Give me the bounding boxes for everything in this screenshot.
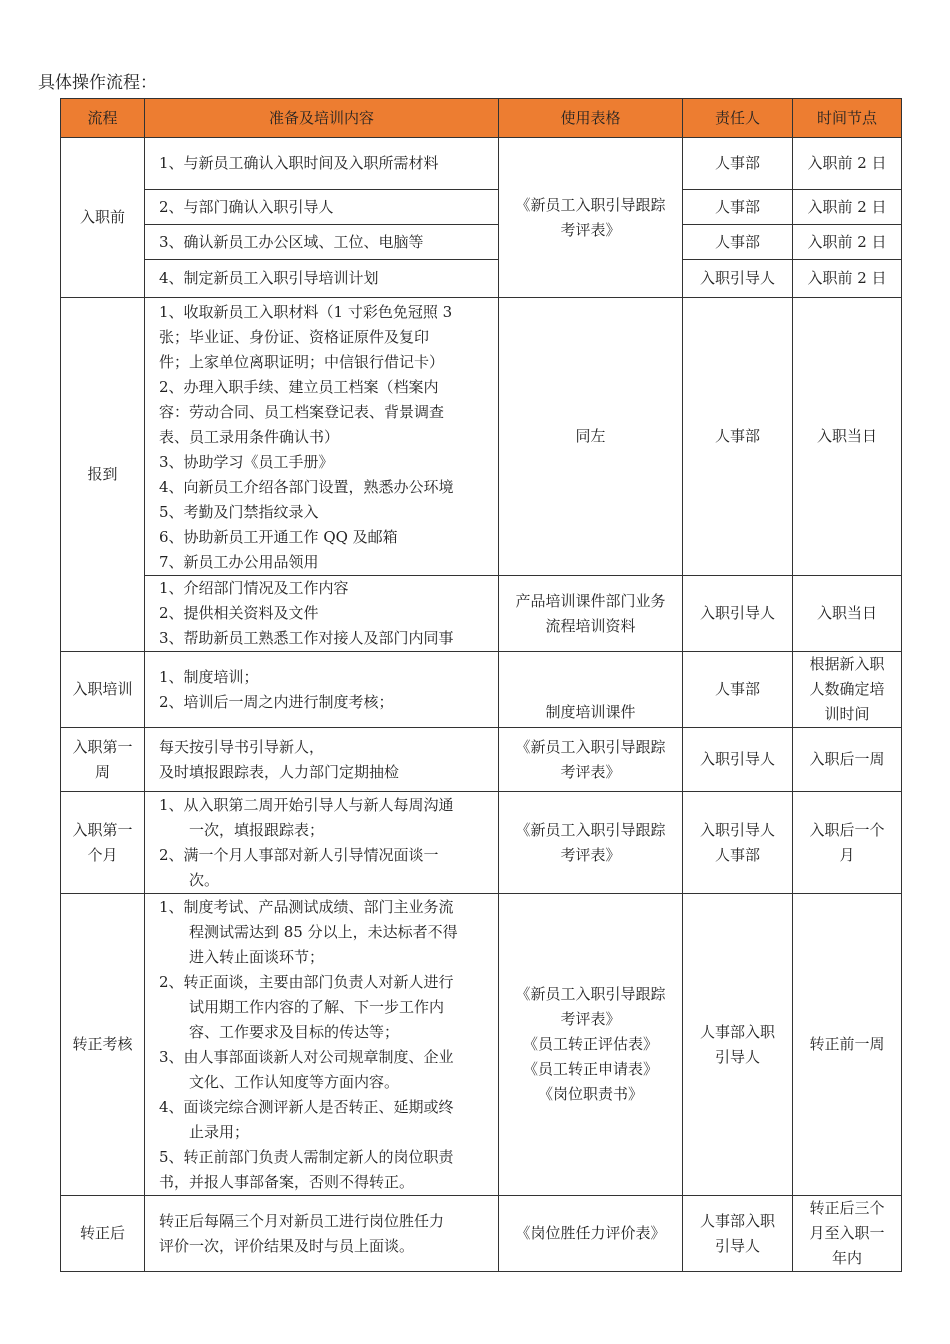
content-cell: 1、制度培训； 2、培训后一周之内进行制度考核； (145, 652, 499, 728)
stage-cell: 报到 (61, 298, 145, 652)
form-cell: 《岗位胜任力评价表》 (499, 1196, 683, 1272)
content-cell: 1、从入职第二周开始引导人与新人每周沟通 一次，填报跟踪表； 2、满一个月人事部对新人引导情况面谈一 次。 (145, 792, 499, 894)
table-row (61, 894, 902, 1196)
owner-cell: 人事部 (683, 298, 793, 576)
owner-cell: 入职引导人 (683, 260, 793, 298)
owner-cell: 入职引导人 人事部 (683, 792, 793, 894)
content-cell: 1、收取新员工入职材料（1 寸彩色免冠照 3 张；毕业证、身份证、资格证原件及复印 件；上家单位离职证明；中信银行借记卡） 2、办理入职手续、建立员工档案（档案内 容：劳动合同、员工档案登记表、背景调查 表、员工录用条件确认书） 3、协助学习《员工手册》 4、向新员工介绍各部门设置，熟悉办公环境 5、考勤及门禁指纹录入 6、协助新员工开通工作 QQ 及邮箱 7、新员工办公用品领用 (145, 298, 499, 576)
header-time: 时间节点 (793, 99, 902, 138)
form-cell: 产品培训课件部门业务 流程培训资料 (499, 576, 683, 652)
owner-cell: 人事部 (683, 138, 793, 190)
time-cell: 转正后三个 月至入职一 年内 (793, 1196, 902, 1272)
owner-cell: 人事部 (683, 225, 793, 260)
form-cell: 《新员工入职引导跟踪 考评表》 (499, 138, 683, 298)
form-cell: 《新员工入职引导跟踪 考评表》 (499, 728, 683, 792)
table-row (61, 260, 902, 298)
table-row (61, 576, 902, 652)
content-cell: 转正后每隔三个月对新员工进行岗位胜任力 评价一次，评价结果及时与员上面谈。 (145, 1196, 499, 1272)
form-cell: 制度培训课件 (499, 652, 683, 728)
owner-cell: 人事部入职 引导人 (683, 894, 793, 1196)
stage-cell: 入职培训 (61, 652, 145, 728)
stage-cell: 转正考核 (61, 894, 145, 1196)
table-row (61, 1196, 902, 1272)
time-cell: 入职当日 (793, 298, 902, 576)
owner-cell: 入职引导人 (683, 576, 793, 652)
stage-cell: 转正后 (61, 1196, 145, 1272)
time-cell: 入职前 2 日 (793, 225, 902, 260)
time-cell: 根据新入职 人数确定培 训时间 (793, 652, 902, 728)
page-heading: 具体操作流程： (38, 73, 157, 93)
content-cell: 2、与部门确认入职引导人 (145, 190, 499, 225)
table-row (61, 652, 902, 728)
owner-cell: 人事部 (683, 652, 793, 728)
time-cell: 入职前 2 日 (793, 138, 902, 190)
time-cell: 入职当日 (793, 576, 902, 652)
stage-cell: 入职第一 个月 (61, 792, 145, 894)
content-cell: 3、确认新员工办公区域、工位、电脑等 (145, 225, 499, 260)
table-row (61, 792, 902, 894)
table-row (61, 298, 902, 576)
form-cell: 《新员工入职引导跟踪 考评表》 (499, 792, 683, 894)
stage-cell: 入职前 (61, 138, 145, 298)
time-cell: 入职前 2 日 (793, 260, 902, 298)
time-cell: 转正前一周 (793, 894, 902, 1196)
content-cell: 4、制定新员工入职引导培训计划 (145, 260, 499, 298)
header-form: 使用表格 (499, 99, 683, 138)
table-row (61, 190, 902, 225)
owner-cell: 人事部入职 引导人 (683, 1196, 793, 1272)
time-cell: 入职前 2 日 (793, 190, 902, 225)
form-cell: 同左 (499, 298, 683, 576)
table-row (61, 138, 902, 190)
owner-cell: 人事部 (683, 190, 793, 225)
stage-cell: 入职第一 周 (61, 728, 145, 792)
header-process: 流程 (61, 99, 145, 138)
table-row (61, 728, 902, 792)
header-content: 准备及培训内容 (145, 99, 499, 138)
table-row (61, 225, 902, 260)
form-cell: 《新员工入职引导跟踪 考评表》 《员工转正评估表》 《员工转正申请表》 《岗位职责书》 (499, 894, 683, 1196)
content-cell: 1、介绍部门情况及工作内容 2、提供相关资料及文件 3、帮助新员工熟悉工作对接人及部门内同事 (145, 576, 499, 652)
onboarding-process-table (60, 98, 902, 1272)
time-cell: 入职后一个 月 (793, 792, 902, 894)
owner-cell: 入职引导人 (683, 728, 793, 792)
content-cell: 每天按引导书引导新人， 及时填报跟踪表，人力部门定期抽检 (145, 728, 499, 792)
table-header-row (61, 99, 902, 138)
content-cell: 1、与新员工确认入职时间及入职所需材料 (145, 138, 499, 190)
header-owner: 责任人 (683, 99, 793, 138)
time-cell: 入职后一周 (793, 728, 902, 792)
content-cell: 1、制度考试、产品测试成绩、部门主业务流 程测试需达到 85 分以上，未达标者不得 进入转止面谈环节； 2、转正面谈，主要由部门负责人对新人进行 试用期工作内容的了解、下一步工作内 容、工作要求及目标的传达等； 3、由人事部面谈新人对公司规章制度、企业 文化、工作认知度等方面内容。 4、面谈完综合测评新人是否转正、延期或终 止录用； 5、转正前部门负责人需制定新人的岗位职责 书，并报人事部备案，否则不得转正。 (145, 894, 499, 1196)
